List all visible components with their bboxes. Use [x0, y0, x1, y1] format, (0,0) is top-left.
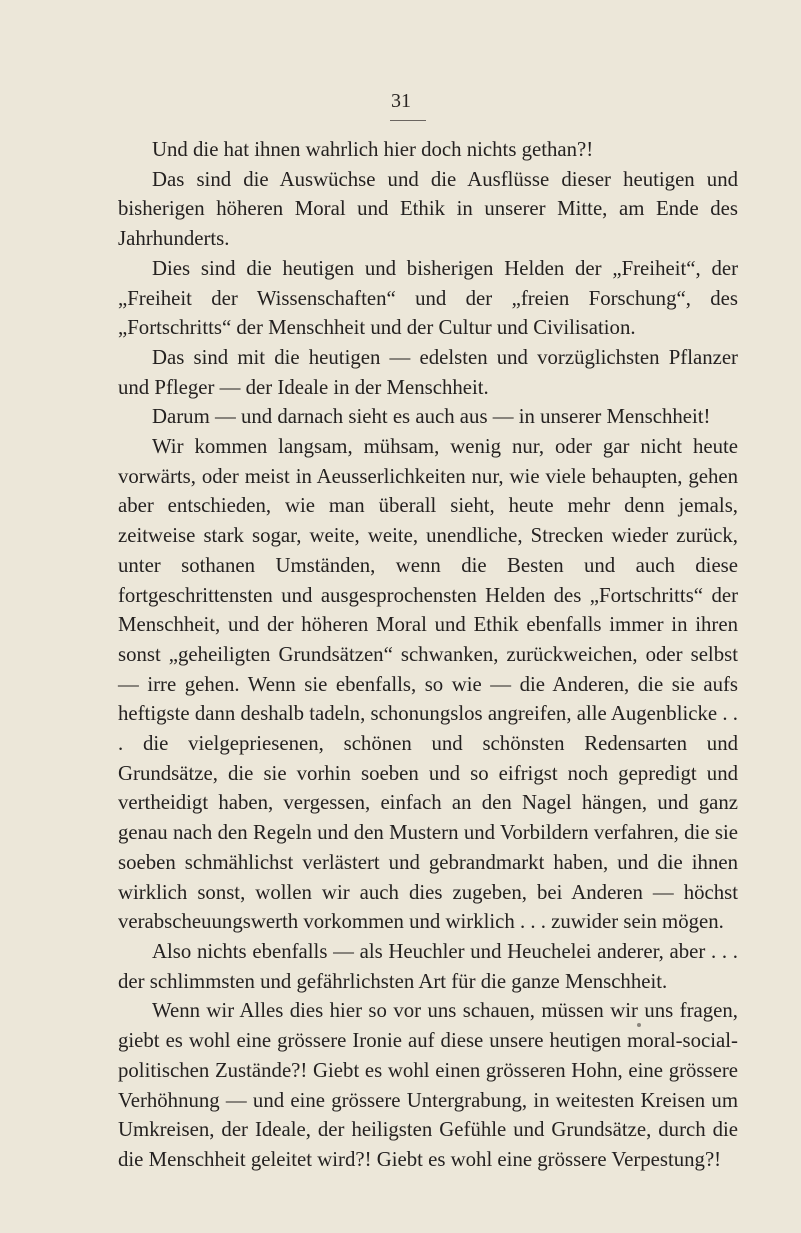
- paragraph: Wir kommen langsam, mühsam, wenig nur, oder gar nicht heute vorwärts, oder meist in Aeusserlichkeiten nur, wie viele behaupten, gehen aber entschieden, wie man überall sieht, heute mehr denn jemals, zeitweise stark sogar, weite, weite, unendliche, Strecken wieder zurück, unter sothanen Umständen, wenn die Besten und auch diese fortgeschrittensten und ausgesprochensten Helden des „Fortschritts“ der Menschheit, und der höheren Moral und Ethik ebenfalls immer in ihren sonst „geheiligten Grundsätzen“ schwanken, zurückweichen, oder selbst — irre gehen. Wenn sie ebenfalls, so wie — die Anderen, die sie aufs heftigste dann deshalb tadeln, schonungslos angreifen, alle Augenblicke . . . die vielgepriesenen, schönen und schönsten Redensarten und Grundsätze, die sie vorhin soeben und so eifrigst noch gepredigt und vertheidigt haben, vergessen, einfach an den Nagel hängen, und ganz genau nach den Regeln und den Mustern und Vorbildern verfahren, die sie soeben schmählichst verlästert und gebrandmarkt haben, und die ihnen wirklich sonst, wollen wir auch dies zugeben, bei Anderen — höchst verabscheuungswerth vorkommen und wirklich . . . zuwider sein mögen.: [118, 435, 738, 934]
- ink-speck: [637, 1023, 641, 1027]
- header-rule: [390, 120, 426, 121]
- paragraph: Das sind die Auswüchse und die Ausflüsse dieser heutigen und bisherigen höheren Moral und Ethik in unserer Mitte, am Ende des Jahrhunderts.: [118, 167, 738, 251]
- paragraph: Also nichts ebenfalls — als Heuchler und Heuchelei anderer, aber . . . der schlimmsten und gefährlichsten Art für die ganze Menschheit.: [118, 939, 738, 993]
- paragraph: Das sind mit die heutigen — edelsten und vorzüglichsten Pflanzer und Pfleger — der Ideale in der Menschheit.: [118, 345, 738, 399]
- paragraph: Darum — und darnach sieht es auch aus — in unserer Menschheit!: [152, 405, 711, 429]
- body-text: [118, 135, 738, 1175]
- paragraph: Dies sind die heutigen und bisherigen Helden der „Freiheit“, der „Freiheit der Wissenschaften“ und der „freien Forschung“, des „Fortschritts“ der Menschheit und der Cultur und Civilisation.: [118, 256, 738, 340]
- paragraph: Wenn wir Alles dies hier so vor uns schauen, müssen wir uns fragen, giebt es wohl eine grössere Ironie auf diese unsere heutigen moral-social-politischen Zustände?! Giebt es wohl einen grösseren Hohn, eine grössere Verhöhnung — und eine grössere Untergrabung, in weitesten Kreisen um Umkreisen, der Ideale, der heiligsten Gefühle und Grundsätze, durch die die Menschheit geleitet wird?! Giebt es wohl eine grössere Verpestung?!: [118, 999, 738, 1171]
- page-number: 31: [391, 90, 411, 112]
- paragraph: Und die hat ihnen wahrlich hier doch nichts gethan?!: [152, 138, 594, 161]
